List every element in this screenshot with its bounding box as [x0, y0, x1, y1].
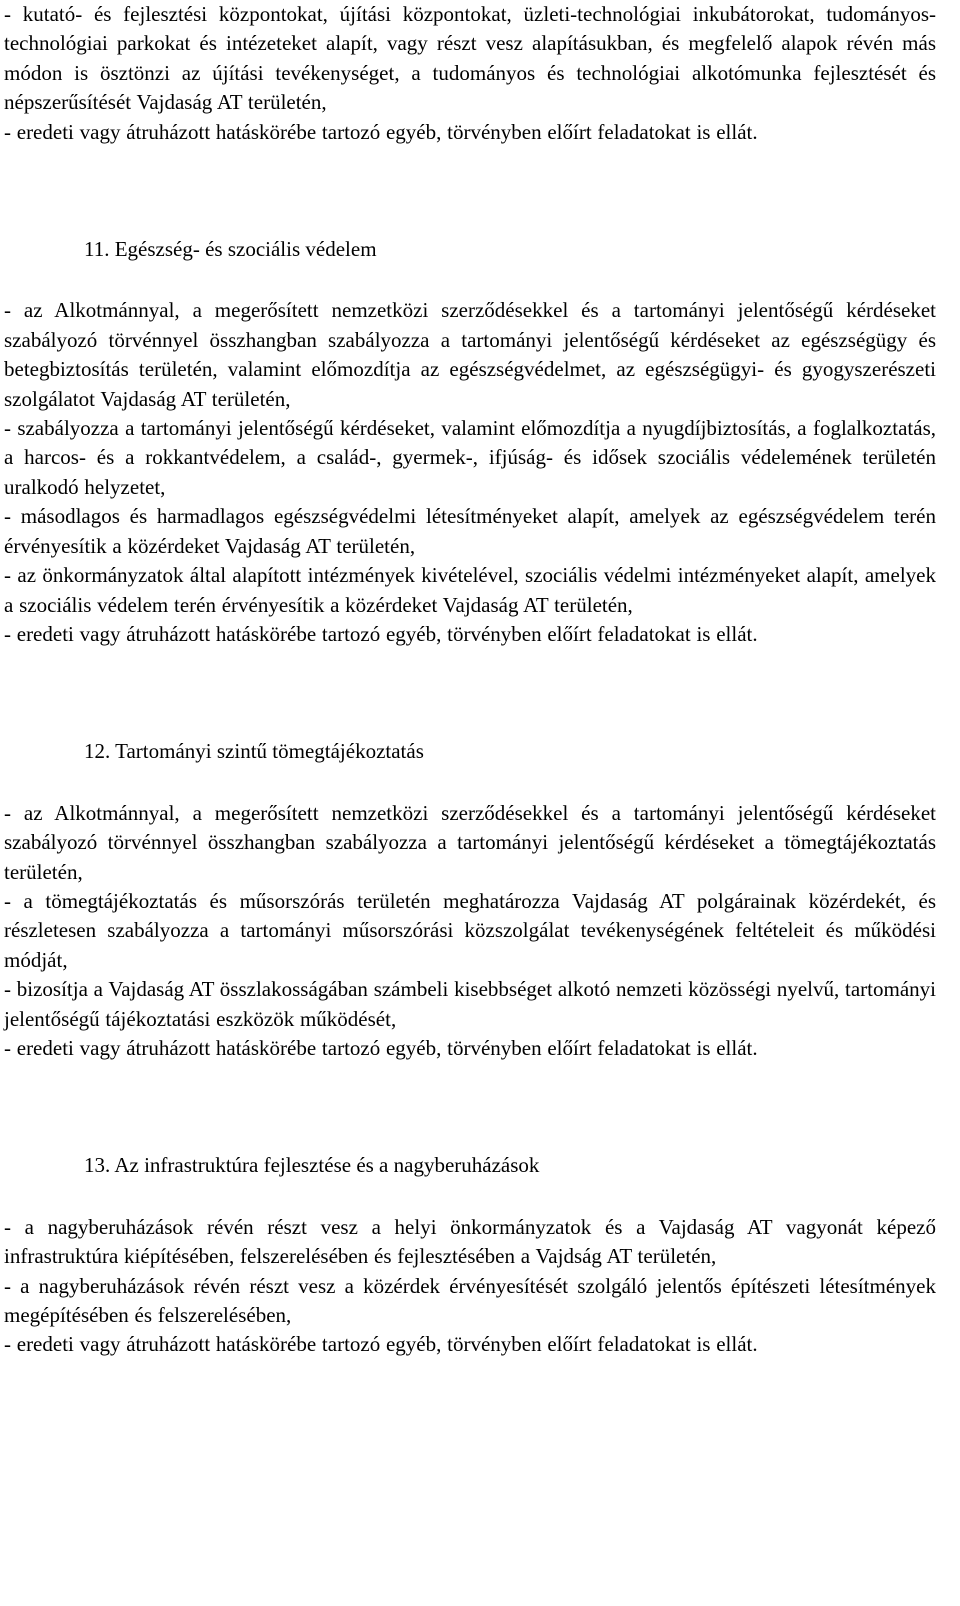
section-heading: 13. Az infrastruktúra fejlesztése és a nagyberuházások	[84, 1153, 540, 1178]
paragraph: - kutató- és fejlesztési központokat, újítási központokat, üzleti-technológiai inkubátorokat, tudományos-technológiai parkokat és intézeteket alapít, vagy részt vesz alapításukban, és megfelelő alapok révén más módon is ösztönzi az újítási tevékenységet, a tudományos és technológiai alkotómunka fejlesztését és népszerűsítését Vajdaság AT területén,	[4, 2, 936, 115]
paragraph: - az Alkotmánnyal, a megerősített nemzetközi szerződésekkel és a tartományi jelentőségű kérdéseket szabályozó törvénnyel összhangban szabályozza a tartományi jelentőségű kérdéseket a tömegtájékoztatás területén,	[4, 800, 936, 884]
paragraph: - szabályozza a tartományi jelentőségű kérdéseket, valamint előmozdítja a nyugdíjbiztosítás, a foglalkoztatás, a harcos- és a rokkantvédelem, a család-, gyermek-, ifjúság- és idősek szociális védelemének területén uralkodó helyzetet,	[4, 416, 936, 499]
paragraph: - másodlagos és harmadlagos egészségvédelmi létesítményeket alapít, amelyek az egészségvédelem terén érvényesítik a közérdeket Vajdaság AT területén,	[4, 504, 936, 558]
paragraph: - eredeti vagy átruházott hatáskörébe tartozó egyéb, törvényben előírt feladatokat is ellát.	[4, 1035, 758, 1060]
paragraph: - bizosítja a Vajdaság AT összlakosságában számbeli kisebbséget alkotó nemzeti közösségi nyelvű, tartományi jelentőségű tájékoztatási eszközök működését,	[4, 977, 936, 1031]
paragraph: - eredeti vagy átruházott hatáskörébe tartozó egyéb, törvényben előírt feladatokat is ellát.	[4, 621, 758, 646]
section-12	[4, 737, 936, 1063]
paragraph: - az Alkotmánnyal, a megerősített nemzetközi szerződésekkel és a tartományi jelentőségű kérdéseket szabályozó törvénnyel összhangban szabályozza a tartományi jelentőségű kérdéseket az egészségügy és betegbiztosítás területén, valamint előmozdítja az egészségvédelmet, az egészségügyi- és gyogyszerészeti szolgálatot Vajdaság AT területén,	[4, 298, 936, 411]
document-page	[4, 0, 936, 1360]
paragraph: - a nagyberuházások révén részt vesz a közérdek érvényesítését szolgáló jelentős építészeti létesítmények megépítésében és felszerelésében,	[4, 1273, 936, 1327]
section-heading: 11. Egészség- és szociális védelem	[84, 237, 377, 262]
section-13	[4, 1151, 936, 1359]
paragraph: - a tömegtájékoztatás és műsorszórás területén meghatározza Vajdaság AT polgárainak közérdekét, és részletesen szabályozza a tartományi műsorszórási közszolgálat tevékenységének feltételeit és működési módját,	[4, 888, 936, 972]
intro-block	[4, 0, 936, 147]
paragraph: - eredeti vagy átruházott hatáskörébe tartozó egyéb, törvényben előírt feladatokat is ellát.	[4, 119, 758, 144]
paragraph: - az önkormányzatok által alapított intézmények kivételével, szociális védelmi intézményeket alapít, amelyek a szociális védelem terén érvényesítik a közérdeket Vajdaság AT területén,	[4, 563, 936, 617]
paragraph: - a nagyberuházások révén részt vesz a helyi önkormányzatok és a Vajdaság AT vagyonát képező infrastruktúra kiépítésében, felszerelésében és fejlesztésében a Vajdság AT területén,	[4, 1214, 936, 1269]
section-11	[4, 235, 936, 649]
paragraph: - eredeti vagy átruházott hatáskörébe tartozó egyéb, törvényben előírt feladatokat is ellát.	[4, 1332, 758, 1357]
section-heading: 12. Tartományi szintű tömegtájékoztatás	[84, 739, 424, 764]
